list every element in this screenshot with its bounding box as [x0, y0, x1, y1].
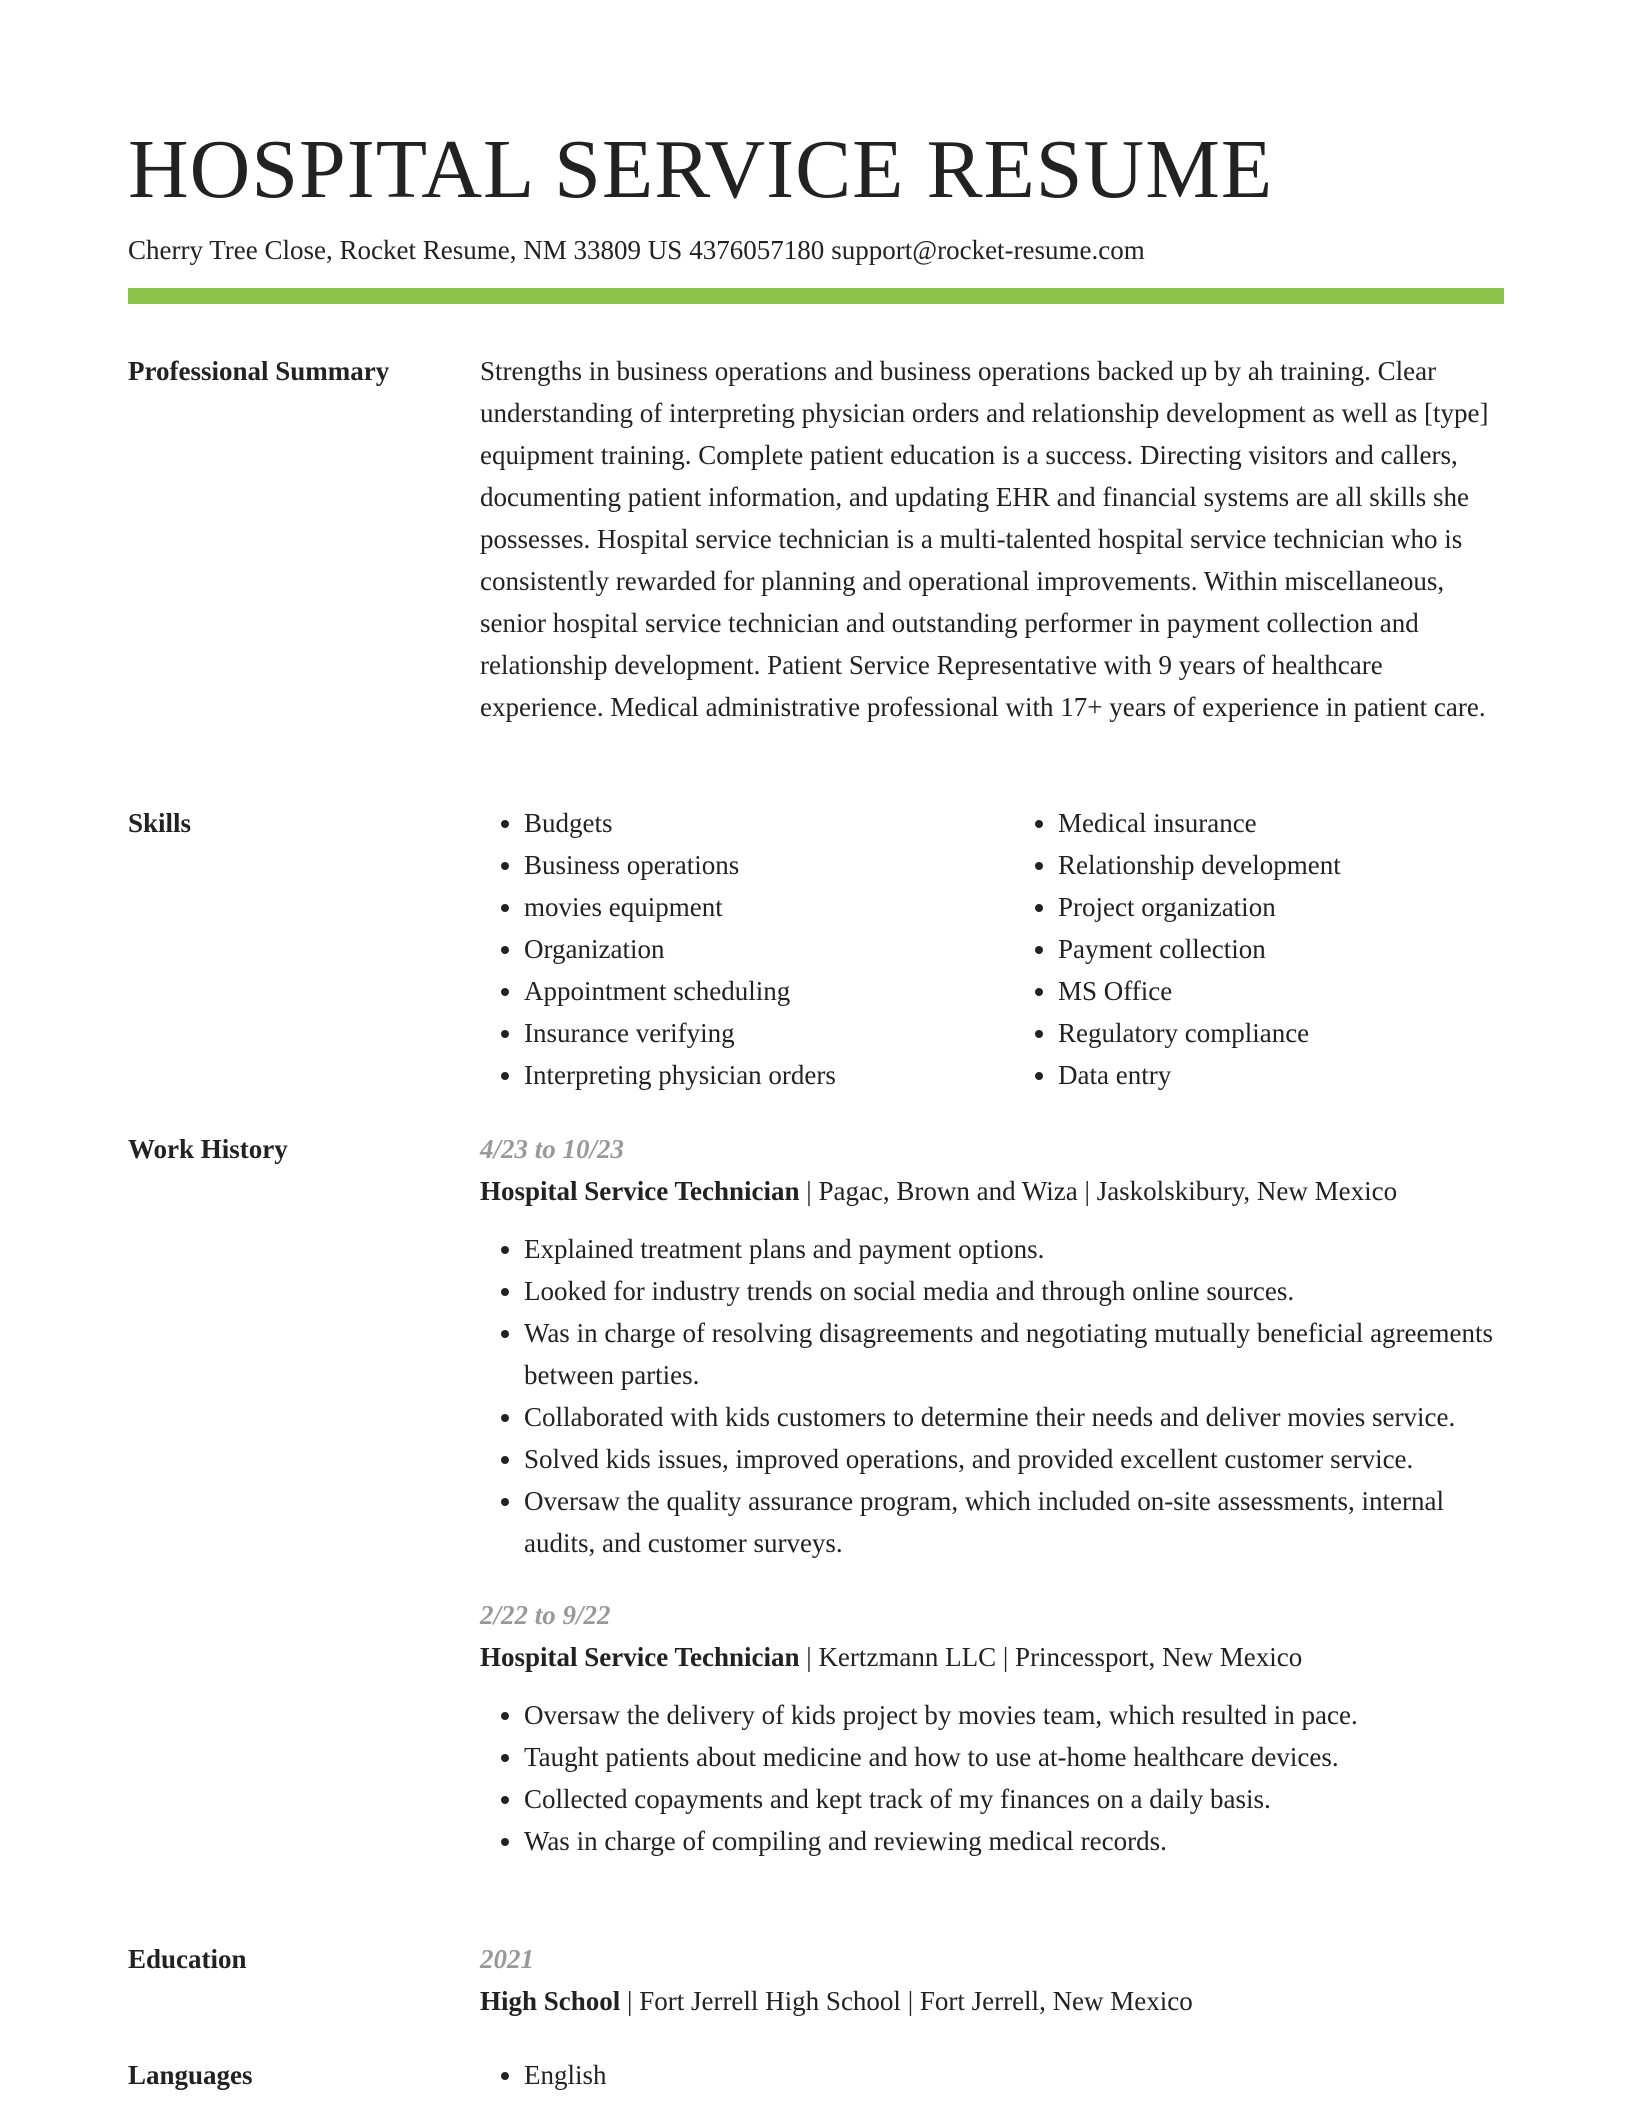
- header-divider: [128, 288, 1504, 304]
- job-title: Hospital Service Technician: [480, 1176, 800, 1206]
- skills-list-right: [1014, 802, 1504, 1096]
- job-role-line: Hospital Service Technician | Kertzmann LLC | Princessport, New Mexico: [480, 1642, 1303, 1672]
- job-title: Hospital Service Technician: [480, 1642, 800, 1672]
- job-entry: [480, 1128, 1504, 1564]
- contact-phone: 4376057180: [689, 235, 825, 265]
- languages-heading: Languages: [128, 2060, 253, 2090]
- job-company: Pagac, Brown and Wiza: [818, 1176, 1078, 1206]
- job-dates: 2/22 to 9/22: [480, 1600, 611, 1630]
- job-bullet: • Was in charge of compiling and reviewing medical records.: [524, 1820, 1504, 1862]
- summary-heading: Professional Summary: [128, 356, 390, 386]
- skill-item: • Organization: [524, 928, 970, 970]
- language-item: • English: [524, 2054, 1504, 2096]
- contact-line: [128, 232, 1504, 268]
- job-dates: 4/23 to 10/23: [480, 1134, 625, 1164]
- job-entry: [480, 1594, 1504, 1862]
- education-heading: Education: [128, 1944, 247, 1974]
- languages-list: [480, 2054, 1504, 2096]
- job-bullet: • Collaborated with kids customers to determine their needs and deliver movies service.: [524, 1396, 1504, 1438]
- education-degree: High School: [480, 1986, 621, 2016]
- education-body: [480, 1938, 1504, 2022]
- skill-item: • Relationship development: [1058, 844, 1504, 886]
- job-role-line: Hospital Service Technician | Pagac, Brown and Wiza | Jaskolskibury, New Mexico: [480, 1176, 1398, 1206]
- contact-email: support@rocket-resume.com: [831, 235, 1145, 265]
- work-history-body: [480, 1128, 1504, 1862]
- contact-address: Cherry Tree Close, Rocket Resume, NM 33809 US: [128, 235, 683, 265]
- skills-list-left: [480, 802, 970, 1096]
- skills-body: [480, 802, 1504, 1096]
- job-bullet: • Solved kids issues, improved operations, and provided excellent customer service.: [524, 1438, 1504, 1480]
- resume-title: HOSPITAL SERVICE RESUME: [128, 123, 1274, 216]
- job-bullet: • Was in charge of resolving disagreements and negotiating mutually beneficial agreements between parties.: [524, 1312, 1504, 1396]
- resume-header: [128, 118, 1504, 304]
- job-location: Princessport, New Mexico: [1015, 1642, 1303, 1672]
- skill-item: • Insurance verifying: [524, 1012, 970, 1054]
- job-bullet: • Taught patients about medicine and how to use at-home healthcare devices.: [524, 1736, 1504, 1778]
- skill-item: • Budgets: [524, 802, 970, 844]
- skill-item: • movies equipment: [524, 886, 970, 928]
- skill-item: • Project organization: [1058, 886, 1504, 928]
- skill-item: • Interpreting physician orders: [524, 1054, 970, 1096]
- skill-item: • Data entry: [1058, 1054, 1504, 1096]
- job-company: Kertzmann LLC: [818, 1642, 997, 1672]
- work-history-heading: Work History: [128, 1134, 288, 1164]
- job-bullets: [480, 1694, 1504, 1862]
- job-bullet: • Collected copayments and kept track of my finances on a daily basis.: [524, 1778, 1504, 1820]
- job-location: Jaskolskibury, New Mexico: [1096, 1176, 1398, 1206]
- skill-item: • Appointment scheduling: [524, 970, 970, 1012]
- job-bullet: • Oversaw the quality assurance program, which included on-site assessments, internal audits, and customer surveys.: [524, 1480, 1504, 1564]
- skill-item: • MS Office: [1058, 970, 1504, 1012]
- summary-body: [480, 350, 1504, 728]
- skill-item: • Medical insurance: [1058, 802, 1504, 844]
- summary-text: Strengths in business operations and business operations backed up by ah training. Clear understanding of interpreting physician orders and relationship development as well as [type] equipment training. Complete patient education is a success. Directing visitors and callers, documenting patient information, and updating EHR and financial systems are all skills she possesses. Hospital service technician is a multi-talented hospital service technician who is consistently rewarded for planning and operational improvements. Within miscellaneous, senior hospital service technician and outstanding performer in payment collection and relationship development. Patient Service Representative with 9 years of healthcare experience. Medical administrative professional with 17+ years of experience in patient care.: [480, 356, 1489, 722]
- job-bullet: • Looked for industry trends on social media and through online sources.: [524, 1270, 1504, 1312]
- job-bullet: • Explained treatment plans and payment options.: [524, 1228, 1504, 1270]
- education-location: Fort Jerrell, New Mexico: [919, 1986, 1193, 2016]
- skill-item: • Regulatory compliance: [1058, 1012, 1504, 1054]
- job-bullets: [480, 1228, 1504, 1564]
- education-school: Fort Jerrell High School: [639, 1986, 901, 2016]
- skill-item: • Payment collection: [1058, 928, 1504, 970]
- languages-body: [480, 2054, 1504, 2096]
- skills-heading: Skills: [128, 808, 192, 838]
- job-bullet: • Oversaw the delivery of kids project by movies team, which resulted in pace.: [524, 1694, 1504, 1736]
- education-year: 2021: [480, 1944, 534, 1974]
- education-line: High School | Fort Jerrell High School | Fort Jerrell, New Mexico: [480, 1986, 1193, 2016]
- skill-item: • Business operations: [524, 844, 970, 886]
